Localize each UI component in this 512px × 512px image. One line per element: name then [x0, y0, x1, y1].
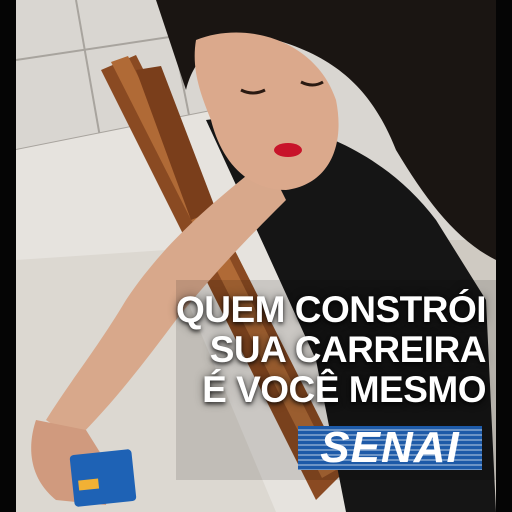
right-letterbox [496, 0, 512, 512]
headline-line-3: É VOCÊ MESMO [202, 369, 486, 410]
headline-line-2: SUA CARREIRA [209, 329, 486, 370]
headline-line-1: QUEM CONSTRÓI [175, 289, 486, 330]
logo-wordmark: SENAI [320, 426, 460, 470]
senai-logo [298, 426, 482, 470]
left-letterbox [0, 0, 16, 512]
headline [156, 290, 486, 410]
